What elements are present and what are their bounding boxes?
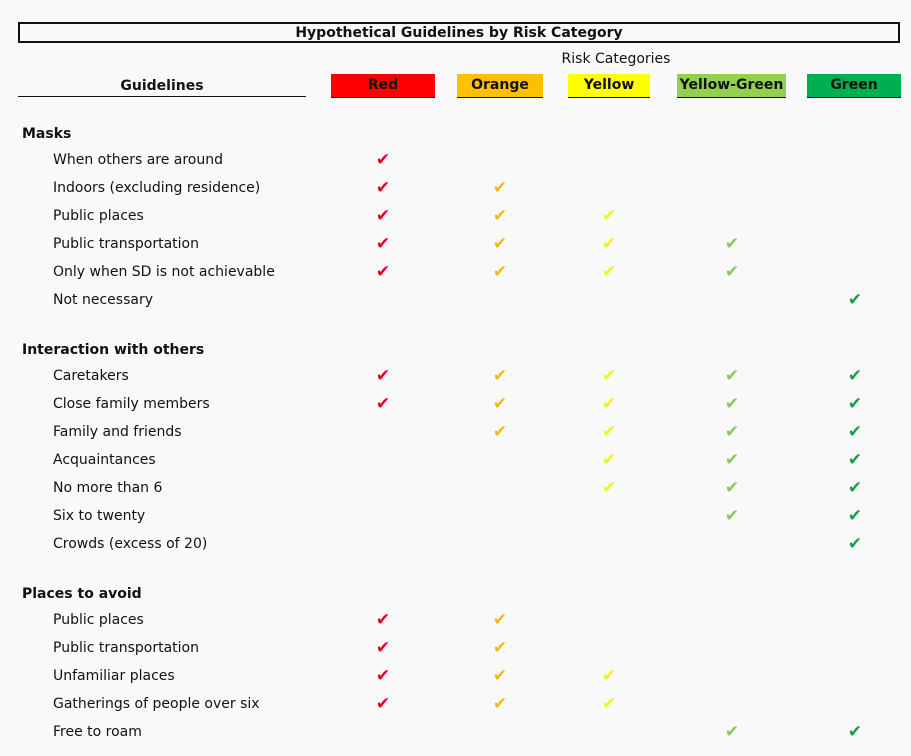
checkmark-icon: ✔ bbox=[847, 534, 863, 554]
section-title: Places to avoid bbox=[22, 586, 142, 602]
guideline-row-label: Indoors (excluding residence) bbox=[53, 180, 261, 196]
checkmark-icon: ✔ bbox=[724, 366, 740, 386]
guideline-row-label: Caretakers bbox=[53, 368, 129, 384]
checkmark-icon: ✔ bbox=[847, 290, 863, 310]
risk-categories-label: Risk Categories bbox=[561, 51, 671, 67]
guideline-row-label: Close family members bbox=[53, 396, 210, 412]
checkmark-icon: ✔ bbox=[375, 666, 391, 686]
checkmark-icon: ✔ bbox=[492, 638, 508, 658]
checkmark-icon: ✔ bbox=[601, 666, 617, 686]
checkmark-icon: ✔ bbox=[847, 450, 863, 470]
checkmark-icon: ✔ bbox=[601, 394, 617, 414]
guideline-row-label: Acquaintances bbox=[53, 452, 156, 468]
guideline-row-label: Family and friends bbox=[53, 424, 182, 440]
guideline-row-label: Only when SD is not achievable bbox=[53, 264, 275, 280]
checkmark-icon: ✔ bbox=[375, 366, 391, 386]
checkmark-icon: ✔ bbox=[724, 478, 740, 498]
checkmark-icon: ✔ bbox=[492, 394, 508, 414]
category-yellow-label: Yellow bbox=[583, 77, 635, 93]
page-title: Hypothetical Guidelines by Risk Category bbox=[18, 22, 900, 43]
checkmark-icon: ✔ bbox=[724, 262, 740, 282]
checkmark-icon: ✔ bbox=[375, 234, 391, 254]
checkmark-icon: ✔ bbox=[847, 722, 863, 742]
checkmark-icon: ✔ bbox=[724, 450, 740, 470]
category-red-label: Red bbox=[367, 77, 399, 93]
category-yellow bbox=[568, 74, 650, 98]
checkmark-icon: ✔ bbox=[601, 478, 617, 498]
guideline-row-label: Crowds (excess of 20) bbox=[53, 536, 208, 552]
checkmark-icon: ✔ bbox=[601, 262, 617, 282]
checkmark-icon: ✔ bbox=[492, 206, 508, 226]
checkmark-icon: ✔ bbox=[375, 694, 391, 714]
checkmark-icon: ✔ bbox=[492, 262, 508, 282]
guideline-row-label: Unfamiliar places bbox=[53, 668, 175, 684]
category-yellow-green-label: Yellow-Green bbox=[679, 77, 784, 93]
checkmark-icon: ✔ bbox=[492, 234, 508, 254]
guideline-row-label: Public places bbox=[53, 208, 144, 224]
checkmark-icon: ✔ bbox=[847, 422, 863, 442]
category-green-label: Green bbox=[830, 77, 878, 93]
section-title: Masks bbox=[22, 126, 72, 142]
category-yellow-green bbox=[677, 74, 786, 98]
checkmark-icon: ✔ bbox=[375, 206, 391, 226]
category-orange-label: Orange bbox=[471, 77, 529, 93]
guideline-row-label: Six to twenty bbox=[53, 508, 146, 524]
guideline-row-label: Public transportation bbox=[53, 640, 199, 656]
checkmark-icon: ✔ bbox=[492, 366, 508, 386]
checkmark-icon: ✔ bbox=[492, 422, 508, 442]
checkmark-icon: ✔ bbox=[492, 666, 508, 686]
guideline-row-label: Free to roam bbox=[53, 724, 142, 740]
guideline-row-label: Public places bbox=[53, 612, 144, 628]
guideline-row-label: Gatherings of people over six bbox=[53, 696, 260, 712]
checkmark-icon: ✔ bbox=[601, 366, 617, 386]
checkmark-icon: ✔ bbox=[375, 178, 391, 198]
checkmark-icon: ✔ bbox=[847, 478, 863, 498]
checkmark-icon: ✔ bbox=[492, 610, 508, 630]
checkmark-icon: ✔ bbox=[375, 638, 391, 658]
checkmark-icon: ✔ bbox=[601, 450, 617, 470]
guideline-row-label: No more than 6 bbox=[53, 480, 163, 496]
checkmark-icon: ✔ bbox=[847, 506, 863, 526]
checkmark-icon: ✔ bbox=[724, 394, 740, 414]
checkmark-icon: ✔ bbox=[601, 694, 617, 714]
guideline-row-label: Not necessary bbox=[53, 292, 153, 308]
category-orange bbox=[457, 74, 543, 98]
checkmark-icon: ✔ bbox=[492, 694, 508, 714]
checkmark-icon: ✔ bbox=[601, 234, 617, 254]
checkmark-icon: ✔ bbox=[375, 394, 391, 414]
checkmark-icon: ✔ bbox=[847, 366, 863, 386]
guideline-row-label: Public transportation bbox=[53, 236, 199, 252]
category-red bbox=[331, 74, 435, 98]
guideline-row-label: When others are around bbox=[53, 152, 224, 168]
checkmark-icon: ✔ bbox=[375, 610, 391, 630]
checkmark-icon: ✔ bbox=[601, 206, 617, 226]
section-title: Interaction with others bbox=[22, 342, 205, 358]
checkmark-icon: ✔ bbox=[375, 262, 391, 282]
checkmark-icon: ✔ bbox=[492, 178, 508, 198]
guidelines-header: Guidelines bbox=[18, 76, 306, 97]
checkmark-icon: ✔ bbox=[601, 422, 617, 442]
checkmark-icon: ✔ bbox=[724, 234, 740, 254]
category-green bbox=[807, 74, 901, 98]
checkmark-icon: ✔ bbox=[724, 506, 740, 526]
checkmark-icon: ✔ bbox=[375, 150, 391, 170]
checkmark-icon: ✔ bbox=[724, 422, 740, 442]
checkmark-icon: ✔ bbox=[847, 394, 863, 414]
checkmark-icon: ✔ bbox=[724, 722, 740, 742]
